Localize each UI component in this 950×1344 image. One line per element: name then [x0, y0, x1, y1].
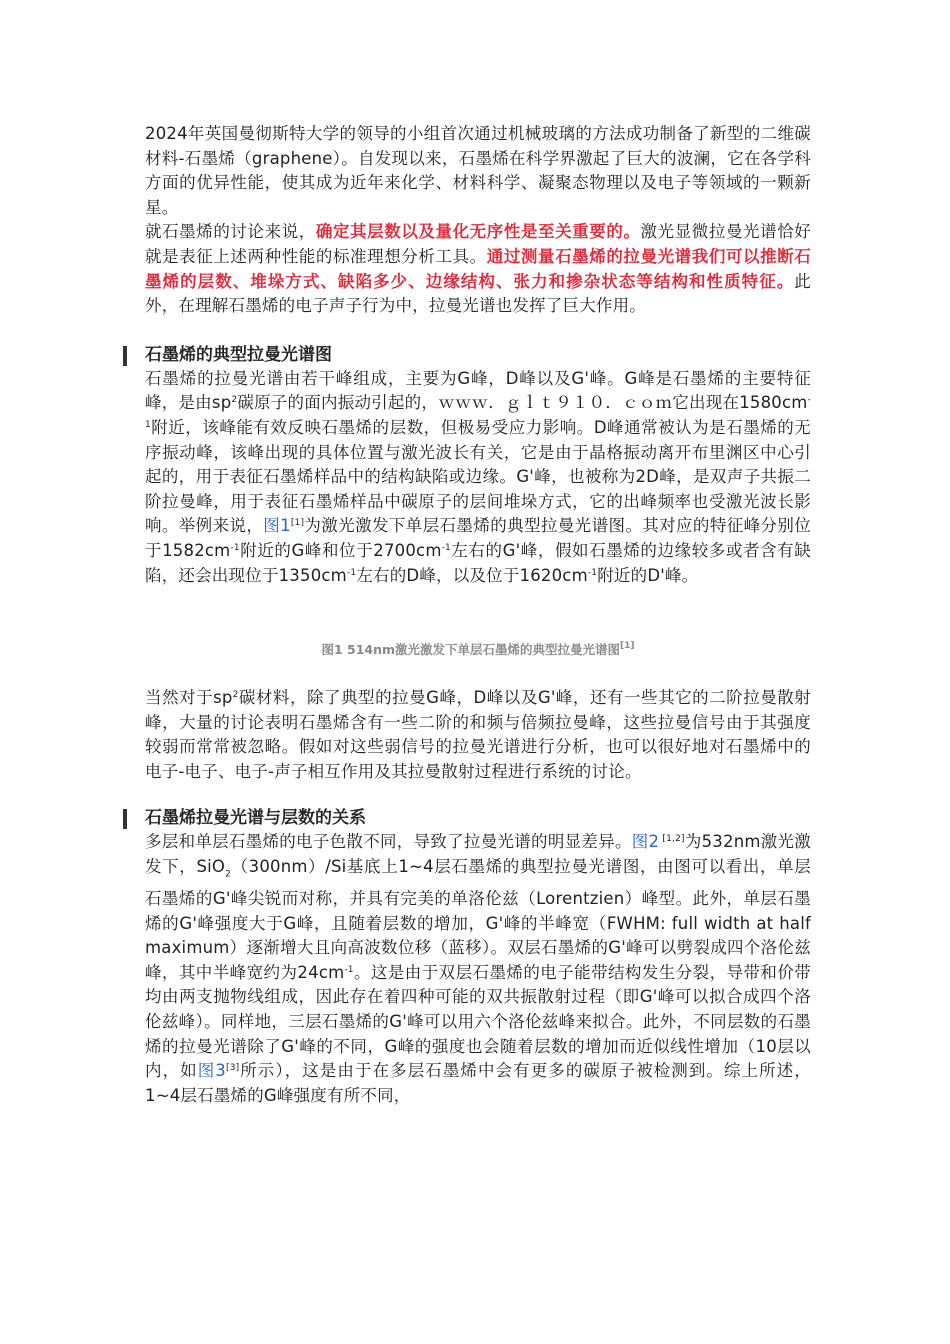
heading-bar-marker: [123, 346, 127, 366]
body-text: 当然对于sp: [145, 688, 233, 708]
section2-paragraph-1: [145, 830, 811, 1108]
section-heading-text: 石墨烯拉曼光谱与层数的关系: [145, 808, 366, 829]
highlight-text: 确定其层数以及量化无序性是至关重要的。: [315, 222, 641, 242]
body-text: 所示），这是由于在多层石墨烯中会有更多的碳原子被检测到。综上所述，1~4层石墨烯的G峰强度有所不同，: [145, 1061, 811, 1105]
section-heading-typical-spectrum: [145, 343, 811, 367]
intro-text: 就石墨烯的讨论来说，: [145, 222, 316, 242]
superscript: -1: [230, 542, 240, 553]
body-text: 为激光激发下单层石墨烯的典型拉曼光谱图。其对应的特征峰分别位于1582cm: [145, 516, 811, 560]
body-text: 。这是由于双层石墨烯的电子能带结构发生分裂，导带和价带均由两支抛物线组成，因此存在着四种可能的双共振散射过程（即G'峰可以拟合成四个洛伦兹峰）。同样地，三层石墨烯的G'峰可以用六个洛伦兹峰来拟合。此外，不同层数的石墨烯的拉曼光谱除了G'峰的不同，G峰的强度也会随着层数的增加而近似线性增加（10层以内，如: [145, 962, 811, 1081]
body-text: 附近的D'峰。: [597, 565, 699, 585]
superscript: -1: [346, 567, 357, 578]
highlight-text: 通过测量石墨烯的拉曼光谱我们可以推断石墨烯的层数、堆垛方式、缺陷多少、边缘结构、张力和掺杂状态等结构和性质特征。: [145, 246, 811, 291]
superscript: -1: [441, 542, 451, 553]
section1-paragraph-1: [145, 367, 811, 588]
body-text: 碳材料，除了典型的拉曼G峰，D峰以及G'峰，还有一些其它的二阶拉曼散射峰，大量的讨论表明石墨烯含有一些二阶的和频与倍频拉曼峰，这些拉曼信号由于其强度较弱而常常被忽略。假如对这些弱信号的拉曼光谱进行分析，也可以很好地对石墨烯中的电子-电子、电子-声子相互作用及其拉曼散射过程进行系统的讨论。: [145, 688, 811, 781]
heading-bar-marker: [123, 809, 127, 829]
superscript: 2: [231, 395, 238, 406]
figure-3-link[interactable]: 图3: [197, 1061, 226, 1081]
intro-paragraph-1: 2024年英国曼彻斯特大学的领导的小组首次通过机械玻璃的方法成功制备了新型的二维碳材料-石墨烯（graphene）。自发现以来，石墨烯在科学界激起了巨大的波澜，它在各学科方面的优异性能，使其成为近年来化学、材料科学、凝聚态物理以及电子等领域的一颗新星。: [145, 124, 811, 217]
superscript: -1: [145, 395, 811, 430]
body-text: 碳原子的面内振动引起的，ｗｗｗ．ｇｌｔ９１０．ｃｏｍ它出现在1580cm: [237, 393, 808, 413]
citation-ref[interactable]: [1]: [290, 518, 305, 529]
body-text: （300nm）/Si基底上1~4层石墨烯的典型拉曼光谱图，由图可以看出，单层石墨烯的G'峰尖锐而对称，并具有完美的单洛伦兹（Lorentzien）峰型。此外，单层石墨烯的G'峰强度大于G峰，且随着层数的增加，G'峰的半峰宽（FWHM: full width at half maximum）逐渐增大且向高波数位移（蓝移）。双层石墨烯的G'峰可以劈裂成四个洛伦兹峰，其中半峰宽约为24cm: [145, 857, 812, 982]
intro-text: 此外，在理解石墨烯的电子声子行为中，拉曼光谱也发挥了巨大作用。: [145, 271, 811, 316]
body-text: 附近的G峰和位于2700cm: [239, 540, 442, 560]
citation-ref: [1]: [620, 641, 635, 652]
superscript: 2: [232, 690, 239, 701]
caption-text: 图1 514nm激光激发下单层石墨烯的典型拉曼光谱图: [321, 642, 621, 658]
section1-paragraph-2: [145, 686, 811, 784]
body-text: 多层和单层石墨烯的电子色散不同，导致了拉曼光谱的明显差异。: [145, 832, 632, 852]
document-body: [145, 122, 811, 1108]
body-text: 左右的D峰，以及位于1620cm: [356, 565, 588, 585]
body-text: 附近，该峰能有效反映石墨烯的层数，但极易受应力影响。D峰通常被认为是石墨烯的无序振动峰，该峰出现的具体位置与激光波长有关，它是由于晶格振动离开布里渊区中心引起的，用于表征石墨烯样品中的结构缺陷或边缘。G'峰，也被称为2D峰，是双声子共振二阶拉曼峰，用于表征石墨烯样品中碳原子的层间堆垛方式，它的出峰频率也受激光波长影响。举例来说，: [145, 417, 811, 536]
figure-1-caption: [145, 640, 811, 660]
subscript: 2: [225, 869, 232, 880]
intro-text: 激光显微拉曼光谱恰好就是表征上述两种性能的标准理想分析工具。: [145, 222, 812, 266]
intro-paragraph-2: [145, 220, 811, 318]
citation-ref[interactable]: [3]: [226, 1063, 240, 1074]
body-text: 左右的G'峰，假如石墨烯的边缘较多或者含有缺陷，还会出现位于1350cm: [145, 540, 811, 585]
superscript: -1: [344, 964, 354, 975]
superscript: -1: [587, 567, 598, 578]
citation-ref[interactable]: [1,2]: [659, 834, 685, 845]
section-heading-text: 石墨烯的典型拉曼光谱图: [145, 344, 332, 365]
body-text: 石墨烯的拉曼光谱由若干峰组成，主要为G峰，D峰以及G'峰。G峰是石墨烯的主要特征峰，是由sp: [145, 368, 811, 413]
figure-1-link[interactable]: 图1: [263, 516, 291, 536]
figure-2-link[interactable]: 图2: [631, 832, 660, 852]
section-heading-layer-relation: [145, 806, 811, 830]
body-text: 为532nm激光激发下，SiO: [145, 832, 811, 877]
